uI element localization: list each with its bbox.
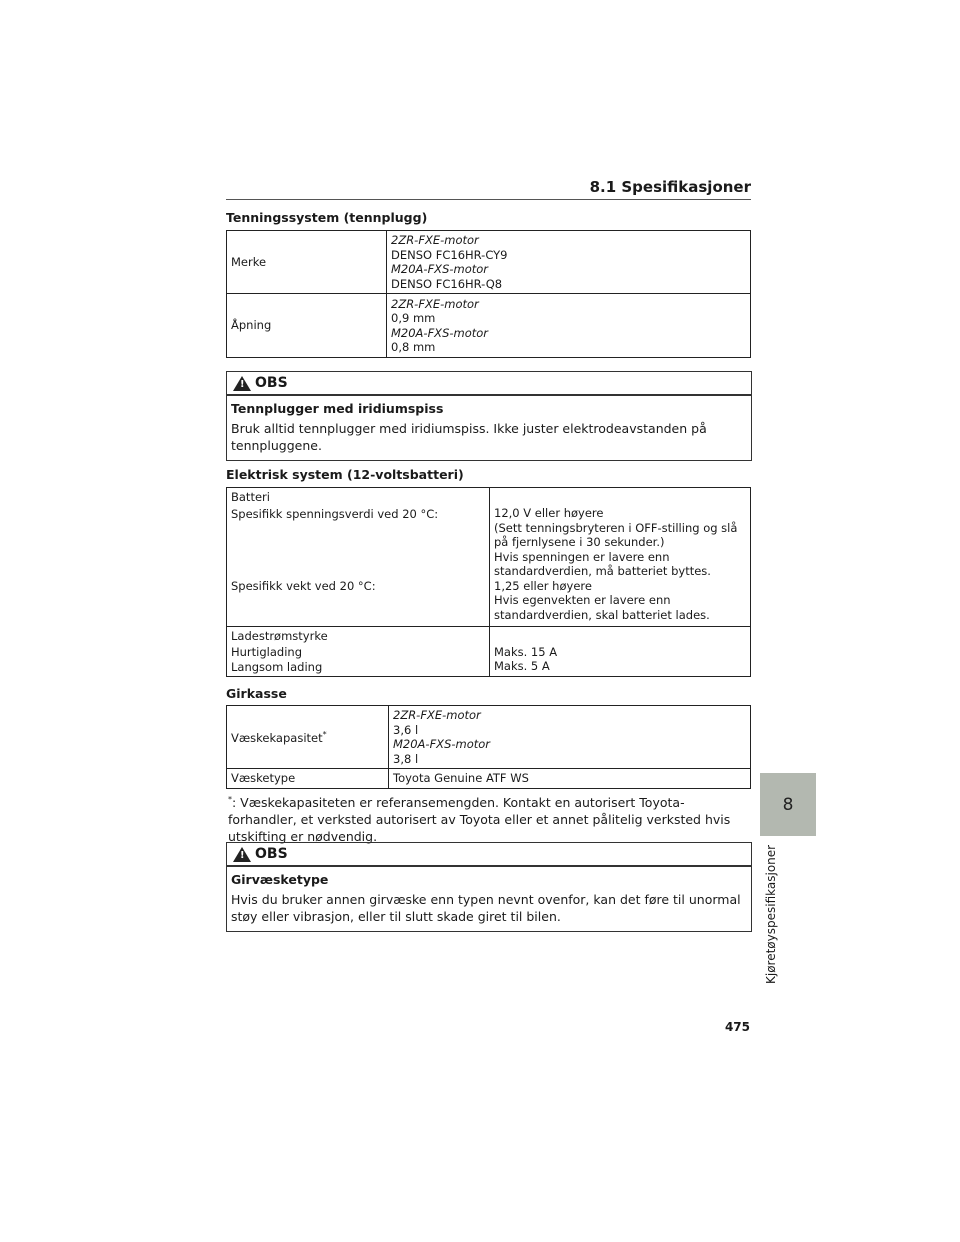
value-text: 3,6 l (393, 722, 419, 737)
engine-label: M20A-FXS-motor (391, 325, 489, 340)
fast-label: Hurtiglading (231, 645, 302, 659)
table-cell-label (227, 488, 490, 627)
warning-icon: ! (233, 847, 251, 862)
slow-value: Maks. 5 A (494, 659, 550, 673)
warning-text: Hvis du bruker annen girvæske enn typen nevnt ovenfor, kan det føre til unormal støy eller vibrasjon, eller til slutt skade giret til bilen. (231, 892, 741, 924)
electrical-title: Elektrisk system (12-voltsbatteri) (226, 467, 464, 482)
value-text: DENSO FC16HR-Q8 (391, 276, 503, 291)
fast-value: Maks. 15 A (494, 644, 558, 659)
charge-label: Ladestrømstyrke (231, 628, 328, 643)
warning-box (226, 842, 752, 932)
voltage-value: 12,0 V eller høyere (494, 506, 604, 520)
voltage-note: (Sett tenningsbryteren i OFF-stilling og slå på fjernlysene i 30 sekunder.) (494, 520, 738, 549)
value-text: 0,9 mm (391, 311, 436, 325)
section-header: 8.1 Spesifikasjoner (589, 178, 751, 196)
table-cell-label: Åpning (227, 294, 387, 358)
table-cell-label: Merke (227, 231, 387, 294)
table-cell-label (227, 626, 490, 677)
electrical-table (226, 487, 751, 677)
table-cell-value (387, 231, 751, 294)
value-text: 0,8 mm (391, 340, 436, 354)
chapter-title-vertical: Kjøretøyspesifikasjoner (764, 844, 778, 984)
ignition-table (226, 230, 751, 358)
warning-label: OBS (255, 846, 288, 862)
table-cell-value: Toyota Genuine ATF WS (389, 769, 751, 789)
header-rule (226, 199, 751, 200)
value-text: DENSO FC16HR-CY9 (391, 247, 508, 262)
slow-label: Langsom lading (231, 659, 323, 674)
voltage-label: Spesifikk spenningsverdi ved 20 °C: (231, 506, 439, 521)
voltage-note: Hvis spenningen er lavere enn standardverdien, må batteriet byttes. (494, 549, 711, 578)
chapter-tab: 8 (760, 773, 816, 836)
engine-label: 2ZR-FXE-motor (393, 708, 481, 722)
warning-box (226, 371, 752, 461)
warning-label: OBS (255, 375, 288, 391)
value-text: 3,8 l (393, 751, 419, 766)
gearbox-title: Girkasse (226, 686, 287, 701)
warning-text: Bruk alltid tennplugger med iridiumspiss. Ikke juster elektrodeavstanden på tennpluggene. (231, 421, 707, 453)
table-cell-value (387, 294, 751, 358)
weight-label: Spesifikk vekt ved 20 °C: (231, 579, 376, 593)
engine-label: M20A-FXS-motor (393, 737, 491, 751)
page-number: 475 (724, 1020, 750, 1034)
capacity-label: Væskekapasitet (231, 731, 323, 746)
warning-heading: Girvæsketype (231, 872, 329, 887)
weight-note: Hvis egenvekten er lavere enn standardverdien, skal batteriet lades. (494, 593, 710, 622)
weight-value: 1,25 eller høyere (494, 578, 592, 593)
warning-icon: ! (233, 376, 251, 391)
engine-label: 2ZR-FXE-motor (391, 233, 479, 247)
battery-label: Batteri (231, 490, 270, 504)
warning-title (227, 843, 751, 867)
table-cell-label: Væskekapasitet* (227, 706, 389, 769)
table-cell-value (389, 706, 751, 769)
engine-label: 2ZR-FXE-motor (391, 296, 479, 311)
ignition-title: Tenningssystem (tennplugg) (226, 210, 428, 225)
gearbox-table (226, 705, 751, 789)
engine-label: M20A-FXS-motor (391, 262, 489, 276)
table-cell-value (490, 626, 751, 677)
warning-heading: Tennplugger med iridiumspiss (231, 401, 444, 416)
table-cell-label: Væsketype (227, 769, 389, 789)
footnote: *: Væskekapasiteten er referansemengden. Kontakt en autorisert Toyota-forhandler, et verksted autorisert av Toyota eller et annet pålitelig verksted hvis utskifting er nødvendig. (228, 795, 731, 845)
warning-title (227, 372, 751, 396)
table-cell-value (490, 488, 751, 627)
